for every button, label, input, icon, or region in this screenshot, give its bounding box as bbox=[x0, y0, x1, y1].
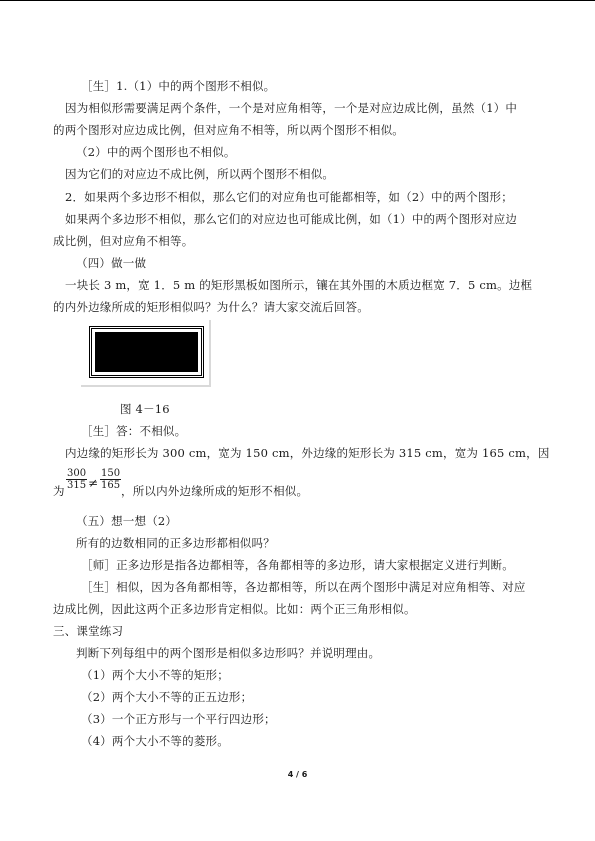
list-item: （2）两个大小不等的正五边形； bbox=[81, 690, 253, 704]
text-line: 因为它们的对应边不成比例，所以两个图形不相似。 bbox=[65, 167, 335, 181]
text-line: ［师］正多边形是指各边都相等，各角都相等的多边形，请大家根据定义进行判断。 bbox=[81, 558, 514, 572]
fraction-denominator: 315 bbox=[67, 480, 87, 491]
text-line: 2．如果两个多边形不相似，那么它们的对应角也可能都相等，如（2）中的两个图形； bbox=[65, 190, 513, 204]
fraction-numerator: 150 bbox=[101, 468, 121, 479]
section-heading: 三、课堂练习 bbox=[53, 624, 124, 638]
text-line: ［生］相似，因为各角都相等，各边都相等，所以在两个图形中满足对应角相等、对应 bbox=[81, 580, 526, 594]
text-line: 边成比例，因此这两个正多边形肯定相似。比如：两个正三角形相似。 bbox=[53, 602, 416, 616]
list-item: （3）一个正方形与一个平行四边形； bbox=[81, 712, 276, 726]
section-heading: （五）想一想（2） bbox=[76, 514, 178, 528]
blackboard bbox=[95, 332, 198, 372]
formula-prefix: 为 bbox=[53, 484, 65, 498]
top-border-line bbox=[0, 0, 595, 1]
not-equal-sign: ≠ bbox=[88, 476, 99, 490]
text-line: 一块长 3 m，宽 1．5 m 的矩形黑板如图所示，镶在其外围的木质边框宽 7．5 cm。边框 bbox=[65, 278, 533, 292]
text-line: ［生］1.（1）中的两个图形不相似。 bbox=[81, 79, 276, 93]
fraction-300-315 bbox=[66, 468, 87, 491]
text-line: （2）中的两个图形也不相似。 bbox=[76, 145, 236, 159]
text-line: 的两个图形对应边成比例，但对应角不相等，所以两个图形不相似。 bbox=[53, 123, 404, 137]
text-line: 的内外边缘所成的矩形相似吗？为什么？请大家交流后回答。 bbox=[53, 300, 369, 314]
text-line: ［生］答：不相似。 bbox=[81, 424, 187, 438]
formula-suffix: ，所以内外边缘所成的矩形不相似。 bbox=[121, 484, 309, 498]
fraction-denominator: 165 bbox=[101, 480, 121, 491]
wooden-frame bbox=[89, 326, 204, 378]
section-heading: （四）做一做 bbox=[76, 256, 147, 270]
fraction-numerator: 300 bbox=[67, 468, 87, 479]
text-line: 内边缘的矩形长为 300 cm，宽为 150 cm，外边缘的矩形长为 315 cm，宽为 165 cm，因 bbox=[65, 446, 550, 460]
text-line: 如果两个多边形不相似，那么它们的对应边也可能成比例，如（1）中的两个图形对应边 bbox=[65, 212, 518, 226]
fraction-150-165 bbox=[100, 468, 121, 491]
page-number: 4 / 6 bbox=[287, 770, 308, 779]
text-line: 成比例，但对应角不相等。 bbox=[53, 234, 194, 248]
list-item: （4）两个大小不等的菱形。 bbox=[81, 734, 229, 748]
text-line: 所有的边数相同的正多边形都相似吗？ bbox=[76, 536, 275, 550]
text-line: 因为相似形需要满足两个条件，一个是对应角相等，一个是对应边成比例，虽然（1）中 bbox=[65, 101, 518, 115]
blackboard-figure bbox=[81, 320, 211, 387]
list-item: （1）两个大小不等的矩形； bbox=[81, 668, 229, 682]
figure-caption: 图 4－16 bbox=[120, 402, 170, 416]
text-line: 判断下列每组中的两个图形是相似多边形吗？并说明理由。 bbox=[76, 646, 381, 660]
